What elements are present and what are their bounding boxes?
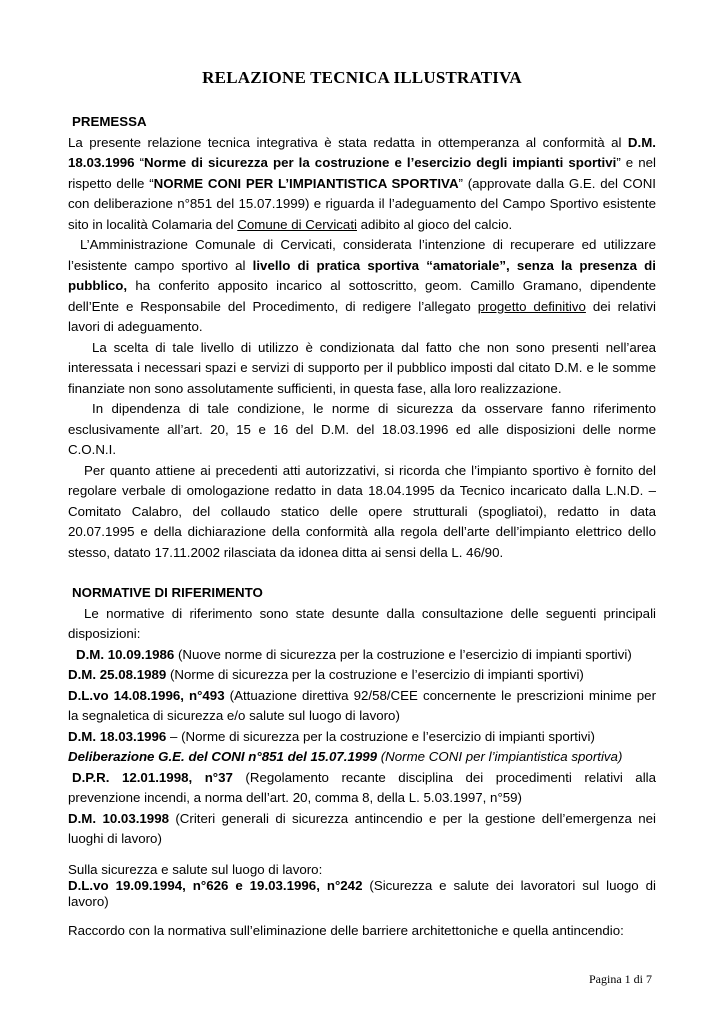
norm-description: (Norme CONI per l’impiantistica sportiva)	[377, 749, 623, 764]
norm-description: (Attuazione direttiva 92/58/CEE concernente le prescrizioni minime per	[224, 688, 656, 703]
paragraph-line	[68, 276, 656, 296]
text-span: livello di pratica sportiva “amatoriale”, senza la presenza di	[252, 258, 656, 273]
text-span: La presente relazione tecnica integrativa è stata redatta in ottemperanza al conformità al	[68, 135, 628, 150]
paragraph-line: Sulla sicurezza e salute sul luogo di lavoro:	[68, 862, 323, 877]
text-span: D.M.	[627, 135, 656, 150]
text-span: 18.03.1996	[68, 155, 135, 170]
norm-reference: D.M. 18.03.1996	[68, 729, 167, 744]
text-span: dell’Ente e Responsabile del Procedimento, di redigere l’allegato	[68, 299, 478, 314]
document-title: RELAZIONE TECNICA ILLUSTRATIVA	[202, 68, 522, 87]
paragraph-line: Le normative di riferimento sono state desunte dalla consultazione delle seguenti principali	[84, 606, 656, 621]
paragraph-line: prevenzione incendi, a norma dell’art. 20, comma 8, della L. 5.03.1997, n°59)	[68, 790, 522, 805]
norm-item	[76, 645, 656, 665]
norm-item	[68, 686, 656, 706]
paragraph-line	[68, 215, 656, 235]
text-span: “	[134, 155, 145, 170]
paragraph-line: La scelta di tale livello di utilizzo è condizionata dal fatto che non sono presenti nell’area	[92, 340, 656, 355]
norm-description: (Sicurezza e salute dei lavoratori sul luogo di	[362, 878, 656, 893]
text-span: ” e nel	[616, 155, 656, 170]
text-span: rispetto delle “	[68, 176, 154, 191]
norm-description: (Regolamento recante disciplina dei procedimenti relativi alla	[232, 770, 656, 785]
norm-item	[68, 747, 656, 767]
paragraph-line: Raccordo con la normativa sull’eliminazione delle barriere architettoniche e quella antincendio:	[68, 923, 624, 938]
norm-reference: D.P.R. 12.01.1998, n°37	[72, 770, 233, 785]
norm-item	[68, 665, 656, 685]
text-span: progetto definitivo	[477, 299, 586, 314]
text-span: adibito al gioco del calcio.	[356, 217, 513, 232]
paragraph-line: regolare verbale di omologazione redatto in data 18.04.1995 da Tecnico incaricato dalla L.N.D. –	[68, 483, 656, 498]
norm-item	[68, 809, 656, 829]
text-span: pubblico,	[68, 278, 128, 293]
paragraph-line: interessata i necessari spazi e servizi di supporto per il pubblico imposti dal citato D.M. e le somme	[68, 360, 656, 375]
norm-reference: D.L.vo 14.08.1996, n°493	[68, 688, 225, 703]
norm-description: (Criteri generali di sicurezza antincendio e per la gestione dell’emergenza nei	[169, 811, 657, 826]
paragraph-line	[68, 256, 656, 276]
text-span: Comune di Cervicati	[237, 217, 357, 232]
norm-description: – (Norme di sicurezza per la costruzione e l’esercizio di impianti sportivi)	[166, 729, 595, 744]
paragraph-line: L’Amministrazione Comunale di Cervicati, considerata l’intenzione di recuperare ed utilizzare	[80, 237, 656, 252]
paragraph-line	[68, 297, 656, 317]
paragraph-line: la segnaletica di sicurezza e/o salute sul luogo di lavoro)	[68, 708, 400, 723]
norm-reference: D.M. 25.08.1989	[68, 667, 167, 682]
text-span: dei relativi	[585, 299, 656, 314]
paragraph-line: stesso, datato 17.11.2002 rilasciata da idonea ditta ai sensi della L. 46/90.	[68, 545, 504, 560]
text-span: NORME CONI PER L’IMPIANTISTICA SPORTIVA	[153, 176, 459, 191]
paragraph-line: 20.07.1995 e della dichiarazione della conformità alla regola dell’arte dell’impianto elettrico dello	[68, 524, 656, 539]
paragraph-line	[68, 174, 656, 194]
page-number: Pagina 1 di 7	[589, 972, 652, 986]
paragraph-line: con deliberazione n°851 del 15.07.1999) e riguarda il l’adeguamento del Campo Sportivo esistente	[68, 196, 656, 211]
norm-reference: D.L.vo 19.09.1994, n°626 e 19.03.1996, n°242	[68, 878, 363, 893]
norm-reference: Deliberazione G.E. del CONI n°851 del 15.07.1999	[68, 749, 378, 764]
section-heading-premessa: PREMESSA	[72, 114, 147, 129]
text-span: sito in località Colamaria del	[68, 217, 238, 232]
text-span: ” (approvate dalla G.E. del CONI	[458, 176, 656, 191]
paragraph-line: Per quanto attiene ai precedenti atti autorizzativi, si ricorda che l’impianto sportivo è fornito del	[84, 463, 656, 478]
paragraph-line: lavoro)	[68, 894, 109, 909]
paragraph-line	[68, 153, 656, 173]
norm-reference: D.M. 10.09.1986	[76, 647, 175, 662]
paragraph-line: Comitato Calabro, del collaudo statico delle opere strutturali (spogliatoi), redatto in data	[68, 504, 656, 519]
norm-description: (Norme di sicurezza per la costruzione e l’esercizio di impianti sportivi)	[166, 667, 584, 682]
paragraph-line: C.O.N.I.	[68, 442, 117, 457]
text-span: ha conferito apposito incarico al sottoscritto, geom. Camillo Gramano, dipendente	[127, 278, 656, 293]
paragraph-line	[68, 133, 656, 153]
paragraph-line: finanziate non sono assolutamente sufficienti, in questa fase, alla loro realizzazione.	[68, 381, 562, 396]
text-span: Norme di sicurezza per la costruzione e l’esercizio degli impianti sportivi	[144, 155, 617, 170]
paragraph-line: In dipendenza di tale condizione, le norme di sicurezza da osservare fanno riferimento	[92, 401, 656, 416]
norm-item	[68, 727, 656, 747]
text-span: l’esistente campo sportivo al	[68, 258, 253, 273]
paragraph-line: luoghi di lavoro)	[68, 831, 162, 846]
paragraph-line: disposizioni:	[68, 626, 141, 641]
paragraph-line: lavori di adeguamento.	[68, 319, 203, 334]
norm-reference: D.M. 10.03.1998	[68, 811, 169, 826]
norm-description: (Nuove norme di sicurezza per la costruzione e l’esercizio di impianti sportivi)	[174, 647, 632, 662]
paragraph-line: esclusivamente all’art. 20, 15 e 16 del D.M. del 18.03.1996 ed alle disposizioni delle norme	[68, 422, 656, 437]
norm-item	[72, 768, 656, 788]
section-heading-normative: NORMATIVE DI RIFERIMENTO	[72, 585, 263, 600]
